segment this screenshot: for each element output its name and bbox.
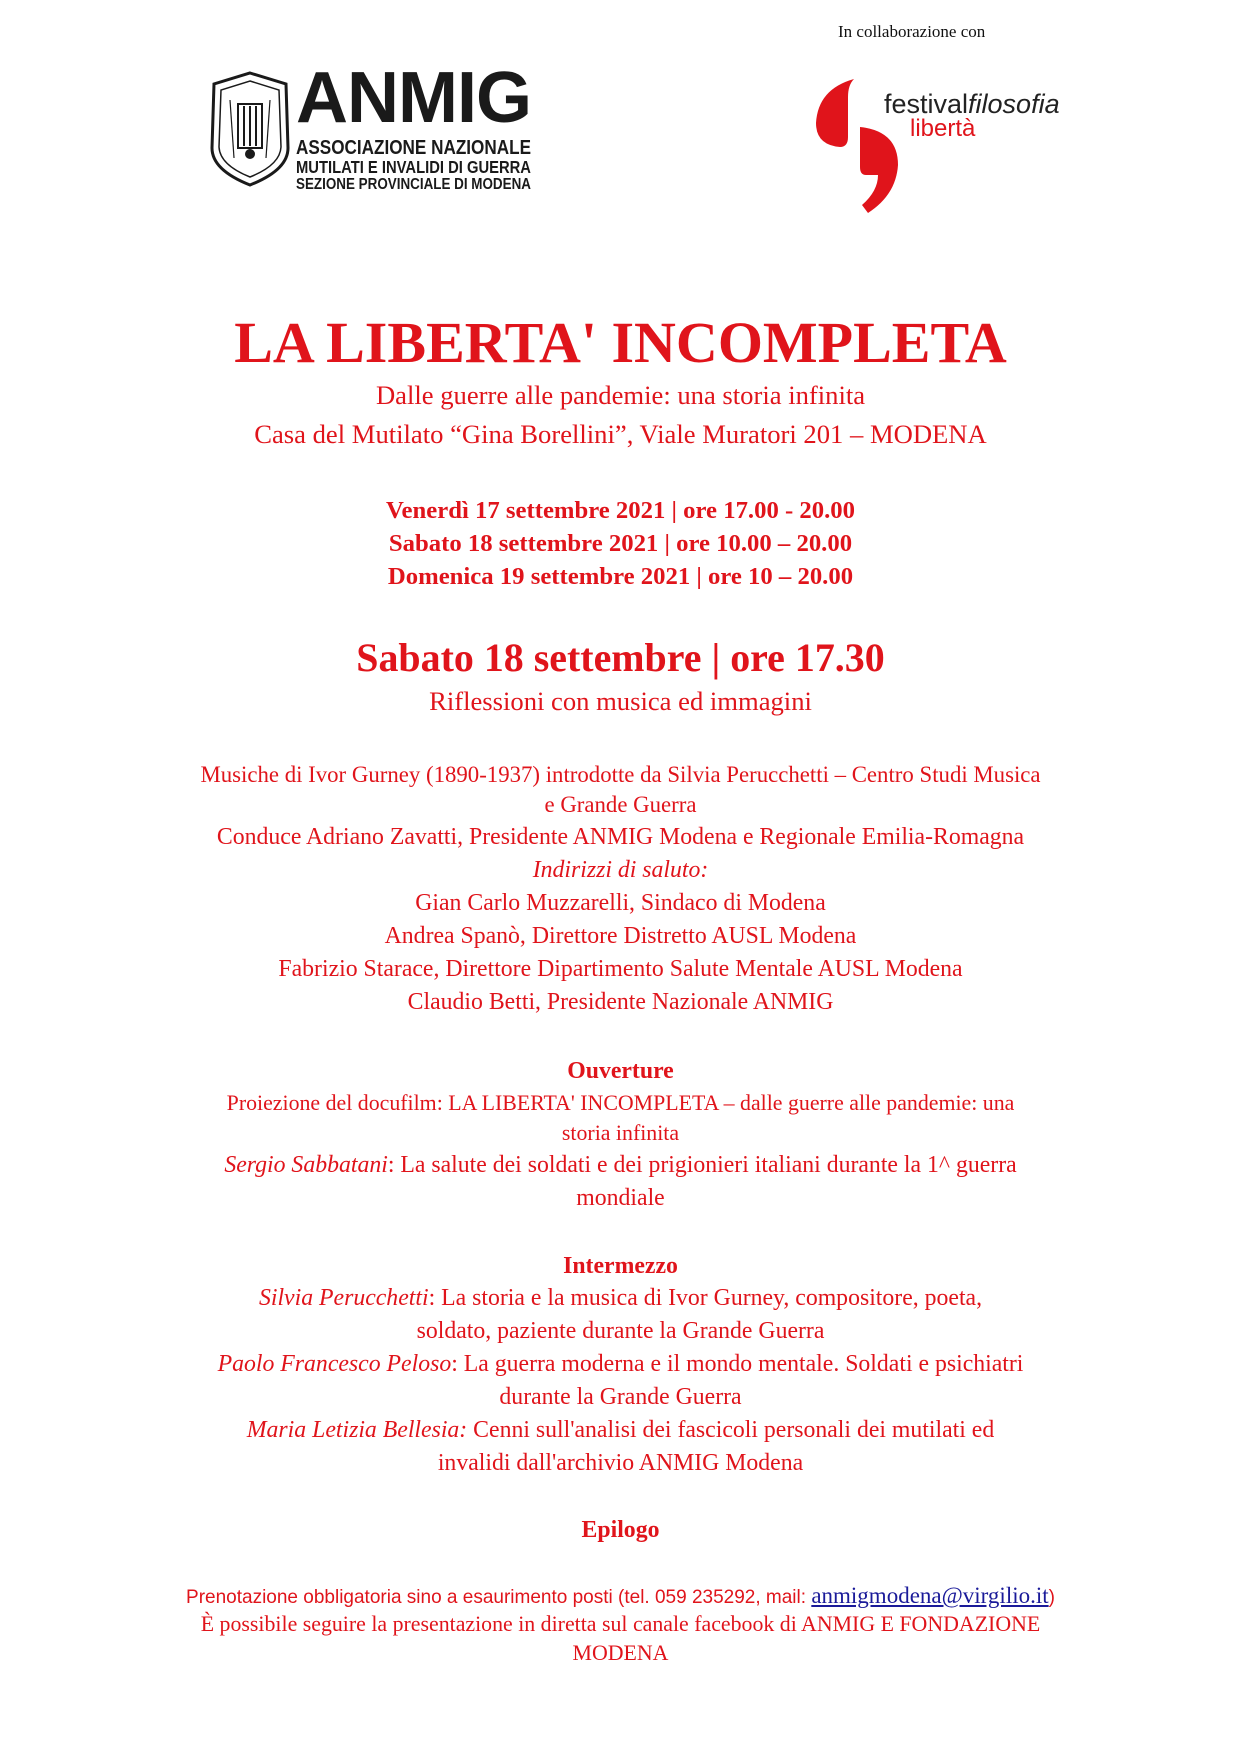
speaker-name: Paolo Francesco Peloso — [217, 1351, 452, 1377]
host-line: Conduce Adriano Zavatti, Presidente ANMIG Modena e Regionale Emilia-Romagna — [216, 824, 1025, 850]
booking-line: Prenotazione obbligatoria sino a esaurimento posti (tel. 059 235292, mail: anmigmodena@virgilio.it) — [186, 1583, 1055, 1608]
ouverture-talk-1: Sergio Sabbatani: La salute dei soldati e dei prigionieri italiani durante la 1^ guerra — [224, 1152, 1017, 1178]
intermezzo-heading: Intermezzo — [563, 1253, 678, 1279]
intermezzo-talk-1: Silvia Perucchetti: La storia e la musica di Ivor Gurney, compositore, poeta, — [258, 1285, 983, 1311]
stream-line-2: MODENA — [572, 1641, 669, 1665]
intermezzo-talk-2-cont: durante la Grande Guerra — [499, 1384, 742, 1410]
anmig-logo — [208, 58, 531, 193]
anmig-seal-icon — [208, 70, 292, 188]
festival-theme: libertà — [910, 115, 976, 142]
event-title: LA LIBERTA' INCOMPLETA — [234, 310, 1007, 375]
ouverture-heading: Ouverture — [567, 1058, 674, 1084]
event-tagline: Riflessioni con musica ed immagini — [429, 686, 812, 716]
collaboration-label: In collaborazione con — [838, 22, 986, 41]
event-heading: Sabato 18 settembre | ore 17.30 — [356, 635, 885, 680]
speaker-name: Sergio Sabbatani — [224, 1152, 388, 1178]
greeting-2: Andrea Spanò, Direttore Distretto AUSL Modena — [384, 923, 857, 949]
greetings-label: Indirizzi di saluto: — [532, 857, 709, 883]
email-link[interactable]: anmigmodena@virgilio.it — [811, 1583, 1049, 1608]
ouverture-line-1: Proiezione del docufilm: LA LIBERTA' INCOMPLETA – dalle guerre alle pandemie: una — [226, 1091, 1015, 1115]
speaker-name: Maria Letizia Bellesia: — [246, 1417, 468, 1443]
date-line-3: Domenica 19 settembre 2021 | ore 10 – 20.00 — [387, 563, 854, 590]
intermezzo-talk-3-cont: invalidi dall'archivio ANMIG Modena — [437, 1450, 804, 1476]
greeting-1: Gian Carlo Muzzarelli, Sindaco di Modena — [415, 890, 826, 916]
greeting-4: Claudio Betti, Presidente Nazionale ANMIG — [407, 989, 834, 1015]
intermezzo-talk-1-cont: soldato, paziente durante la Grande Guerra — [416, 1318, 825, 1344]
ouverture-talk-2: mondiale — [576, 1185, 665, 1211]
music-line-2: e Grande Guerra — [544, 792, 697, 817]
epilogo-heading: Epilogo — [581, 1517, 660, 1543]
ouverture-line-2: storia infinita — [561, 1121, 680, 1145]
greeting-3: Fabrizio Starace, Direttore Dipartimento Salute Mentale AUSL Modena — [278, 956, 963, 982]
anmig-line-2: MUTILATI E INVALIDI DI GUERRA — [296, 157, 531, 177]
anmig-line-1: ASSOCIAZIONE NAZIONALE — [296, 137, 531, 159]
intermezzo-talk-3: Maria Letizia Bellesia: Cenni sull'analisi dei fascicoli personali dei mutilati ed — [246, 1417, 995, 1443]
music-line-1: Musiche di Ivor Gurney (1890-1937) introdotte da Silvia Perucchetti – Centro Studi Musica — [200, 762, 1041, 787]
anmig-name: ANMIG — [296, 58, 531, 138]
stream-line-1: È possibile seguire la presentazione in diretta sul canale facebook di ANMIG E FONDAZIONE — [200, 1612, 1041, 1636]
speaker-name: Silvia Perucchetti — [258, 1285, 429, 1311]
festival-wordmark: festivalfilosofia — [884, 89, 1060, 119]
anmig-line-3: SEZIONE PROVINCIALE DI MODENA — [296, 176, 531, 193]
date-line-2: Sabato 18 settembre 2021 | ore 10.00 – 20.00 — [388, 530, 853, 557]
date-line-1: Venerdì 17 settembre 2021 | ore 17.00 - 20.00 — [385, 497, 856, 524]
venue: Casa del Mutilato “Gina Borellini”, Viale Muratori 201 – MODENA — [254, 419, 987, 449]
event-subtitle: Dalle guerre alle pandemie: una storia infinita — [375, 380, 866, 410]
intermezzo-talk-2: Paolo Francesco Peloso: La guerra moderna e il mondo mentale. Soldati e psichiatri — [217, 1351, 1024, 1377]
